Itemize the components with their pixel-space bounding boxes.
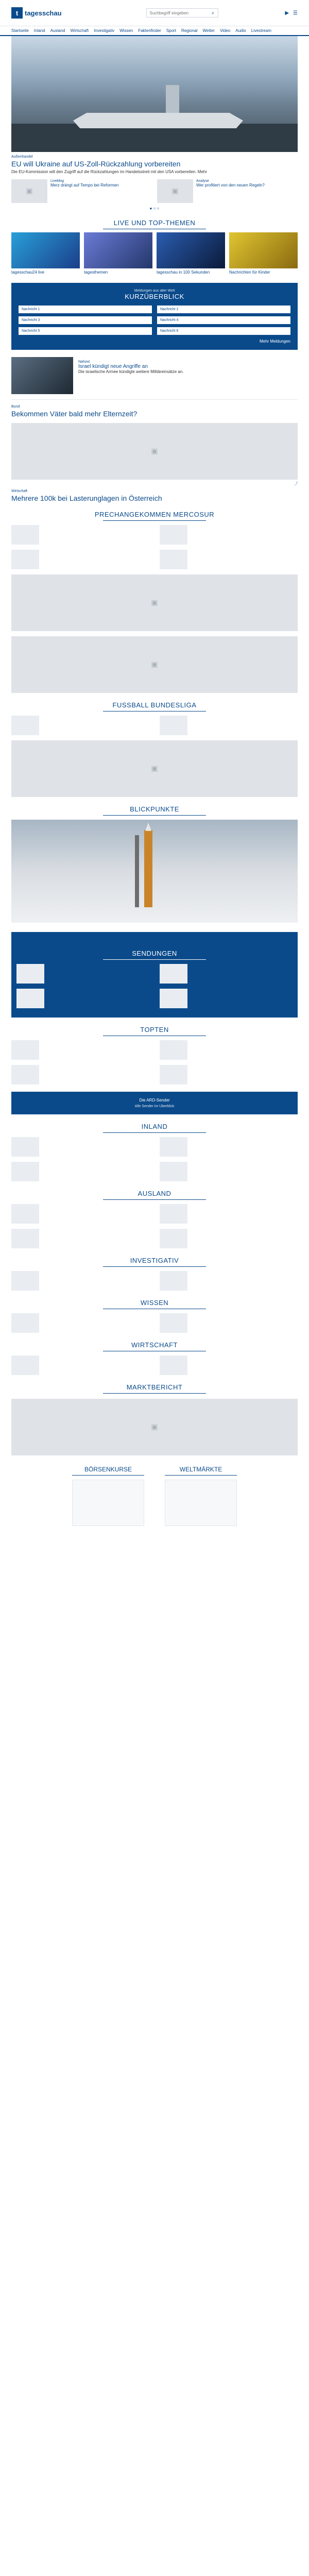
list-item[interactable] [11, 1137, 149, 1157]
live-card[interactable] [229, 232, 298, 275]
article-image[interactable] [11, 357, 73, 394]
nav-item[interactable]: Faktenfinder [138, 28, 161, 33]
section-title: SENDUNGEN [132, 949, 177, 957]
section-heading [11, 1257, 298, 1267]
nav-item[interactable]: Sport [166, 28, 176, 33]
live-card[interactable] [11, 232, 80, 275]
ticker-subtitle: Meldungen aus aller Welt [134, 289, 175, 293]
image-placeholder-icon[interactable]: ▣ [11, 423, 298, 480]
list-item[interactable] [160, 1162, 298, 1181]
list-item[interactable] [11, 1040, 149, 1060]
search-icon[interactable]: ⌕ [211, 10, 215, 16]
hero-ship [73, 113, 243, 128]
teaser-title[interactable]: Merz drängt auf Tempo bei Reformen [50, 182, 119, 188]
video-thumbnail[interactable] [84, 232, 152, 268]
nav-item[interactable]: Ausland [50, 28, 65, 33]
list-item[interactable] [160, 1355, 298, 1375]
image-placeholder-icon[interactable]: ▣ [11, 574, 298, 631]
play-icon[interactable]: ▶ [285, 10, 289, 16]
image-placeholder-icon[interactable]: ▣ [11, 636, 298, 693]
teaser-kicker: Liveblog [50, 179, 64, 183]
section-title: BLICKPUNKTE [130, 805, 179, 813]
rocket-tip [145, 823, 151, 831]
nav-item[interactable]: Audio [235, 28, 246, 33]
list-item[interactable] [160, 964, 293, 984]
teaser-title[interactable]: Wer profitiert von den neuen Regeln? [196, 182, 265, 188]
image-placeholder-icon: ▣ [11, 179, 47, 203]
ticker-title: KURZÜBERBLICK [125, 292, 184, 300]
article-text: Die israelische Armee kündigte weitere Militäreinsätze an. [78, 369, 184, 374]
section-heading [11, 1299, 298, 1309]
section-heading [11, 511, 298, 521]
card-title: tagesthemen [84, 269, 108, 275]
list-item[interactable] [11, 1355, 149, 1375]
divider [11, 399, 298, 400]
ard-subtitle[interactable]: Alle Sender im Überblick [134, 1104, 175, 1108]
list-item[interactable] [16, 989, 149, 1008]
article-title[interactable]: Bekommen Väter bald mehr Elternzeit? [11, 409, 138, 418]
list-item[interactable] [160, 1204, 298, 1224]
launch-tower [135, 835, 139, 907]
nav-item[interactable]: Video [219, 28, 231, 33]
section-title: BÖRSENKURSE [84, 1465, 132, 1473]
card-title: tagesschau24 live [11, 269, 45, 275]
header-icons [285, 10, 298, 16]
nav-item[interactable]: Wirtschaft [70, 28, 89, 33]
live-card[interactable] [157, 232, 225, 275]
boerse-heading [72, 1466, 144, 1526]
section-heading [11, 701, 298, 711]
image-placeholder-icon: ▣ [157, 179, 193, 203]
share-icon[interactable]: ⤴ [294, 482, 298, 486]
sendungen-box [11, 932, 298, 1018]
section-heading [11, 805, 298, 816]
section-title: INLAND [141, 1122, 168, 1130]
list-item[interactable] [160, 1313, 298, 1333]
section-title: PRECHANGEKOMMEN MERCOSUR [94, 510, 215, 518]
share-bar [11, 481, 298, 486]
list-item[interactable] [160, 1271, 298, 1291]
ticker-item[interactable]: Nachricht 2 [157, 306, 290, 313]
nav-item[interactable]: Investigativ [94, 28, 115, 33]
ard-title: Die ARD-Sender [139, 1097, 170, 1103]
list-item[interactable] [11, 1313, 149, 1333]
section-title: FUSSBALL BUNDESLIGA [112, 701, 197, 709]
list-item[interactable] [11, 1229, 149, 1248]
hero-teaser[interactable] [157, 179, 298, 203]
section-heading [16, 950, 293, 960]
brand-name[interactable]: tagesschau [25, 9, 62, 17]
logo[interactable]: t [11, 7, 23, 19]
section-title: WIRTSCHAFT [131, 1341, 178, 1349]
image-placeholder-icon[interactable]: ▣ [11, 740, 298, 797]
section-title: WELTMÄRKTE [179, 1465, 222, 1473]
section-heading [11, 1341, 298, 1351]
list-item[interactable] [160, 989, 293, 1008]
list-item[interactable] [16, 964, 149, 984]
ticker-box [11, 283, 298, 350]
search-input[interactable] [147, 9, 209, 17]
list-item[interactable] [160, 550, 298, 569]
nav-item[interactable]: Startseite [11, 28, 29, 33]
list-item[interactable] [160, 1040, 298, 1060]
ticker-item[interactable]: Nachricht 5 [19, 327, 152, 335]
ard-sender-box [11, 1092, 298, 1114]
section-title: LIVE UND TOP-THEMEN [113, 218, 196, 227]
hero-text: Die EU-Kommission will den Zugriff auf die Rückzahlungen im Handelsstreit mit den USA vorbereiten. Mehr [11, 170, 208, 174]
list-item[interactable] [160, 1065, 298, 1084]
teaser-kicker: Analyse [196, 179, 209, 183]
hero-image[interactable] [11, 36, 298, 152]
ticker-more-link[interactable]: Mehr Meldungen [259, 338, 290, 344]
ticker-item[interactable]: Nachricht 6 [157, 327, 290, 335]
main-nav [0, 26, 309, 36]
live-card[interactable] [84, 232, 152, 275]
list-item[interactable] [11, 550, 149, 569]
weltmaerkte-heading [165, 1466, 237, 1526]
section-heading [11, 1026, 298, 1036]
video-thumbnail[interactable] [229, 232, 298, 268]
ticker-item[interactable]: Nachricht 1 [19, 306, 152, 313]
section-title: INVESTIGATIV [130, 1256, 179, 1264]
section-heading [11, 1123, 298, 1133]
hero-teaser[interactable] [11, 179, 152, 203]
nav-item[interactable]: Wissen [119, 28, 133, 33]
section-heading [11, 1383, 298, 1394]
list-item[interactable] [160, 525, 298, 545]
article-title[interactable]: Israel kündigt neue Angriffe an [78, 363, 148, 369]
section-title: WISSEN [140, 1298, 169, 1307]
list-item[interactable] [11, 1271, 149, 1291]
list-item[interactable] [160, 716, 298, 735]
search-box[interactable] [146, 8, 218, 18]
ticker-item[interactable]: Nachricht 3 [19, 316, 152, 324]
list-item[interactable] [11, 1065, 149, 1084]
list-item[interactable] [11, 1204, 149, 1224]
video-thumbnail[interactable] [11, 232, 80, 268]
article-kicker: Bund [11, 404, 20, 409]
ticker-item[interactable]: Nachricht 4 [157, 316, 290, 324]
hero-building [166, 85, 179, 116]
weltmaerkte-widget[interactable] [165, 1480, 237, 1526]
list-item[interactable] [11, 1162, 149, 1181]
image-placeholder-icon[interactable]: ▣ [11, 1399, 298, 1455]
nav-item[interactable]: Inland [33, 28, 45, 33]
list-item[interactable] [160, 1229, 298, 1248]
nav-item[interactable]: Wetter [202, 28, 215, 33]
section-title: AUSLAND [138, 1189, 171, 1197]
article-teaser[interactable] [11, 357, 298, 394]
section-title: TOPTEN [140, 1025, 169, 1033]
nav-item[interactable]: Regional [181, 28, 198, 33]
rocket-body [144, 830, 152, 907]
article-kicker: Wirtschaft [11, 489, 28, 493]
list-item[interactable] [11, 525, 149, 545]
video-thumbnail[interactable] [157, 232, 225, 268]
section-heading-live [11, 219, 298, 229]
blickpunkte-image[interactable] [11, 820, 298, 923]
hero-title[interactable]: EU will Ukraine auf US-Zoll-Rückzahlung vorbereiten [11, 160, 181, 168]
card-title: tagesschau in 100 Sekunden [157, 269, 210, 275]
section-title: MARKTBERICHT [126, 1383, 183, 1391]
hero-kicker: Außenhandel [11, 155, 33, 159]
boerse-widget[interactable] [72, 1480, 144, 1526]
header [0, 0, 309, 26]
section-heading [11, 1190, 298, 1200]
carousel-dots[interactable]: ● ○ ○ [149, 206, 160, 211]
menu-icon[interactable]: ☰ [293, 10, 298, 16]
article-kicker: Nahost [78, 360, 90, 364]
list-item[interactable] [11, 716, 149, 735]
list-item[interactable] [160, 1137, 298, 1157]
card-title: Nachrichten für Kinder [229, 269, 270, 275]
article-title[interactable]: Mehrere 100k bei Lasterunglagen in Österreich [11, 494, 162, 502]
nav-item[interactable]: Livestream [251, 28, 271, 33]
